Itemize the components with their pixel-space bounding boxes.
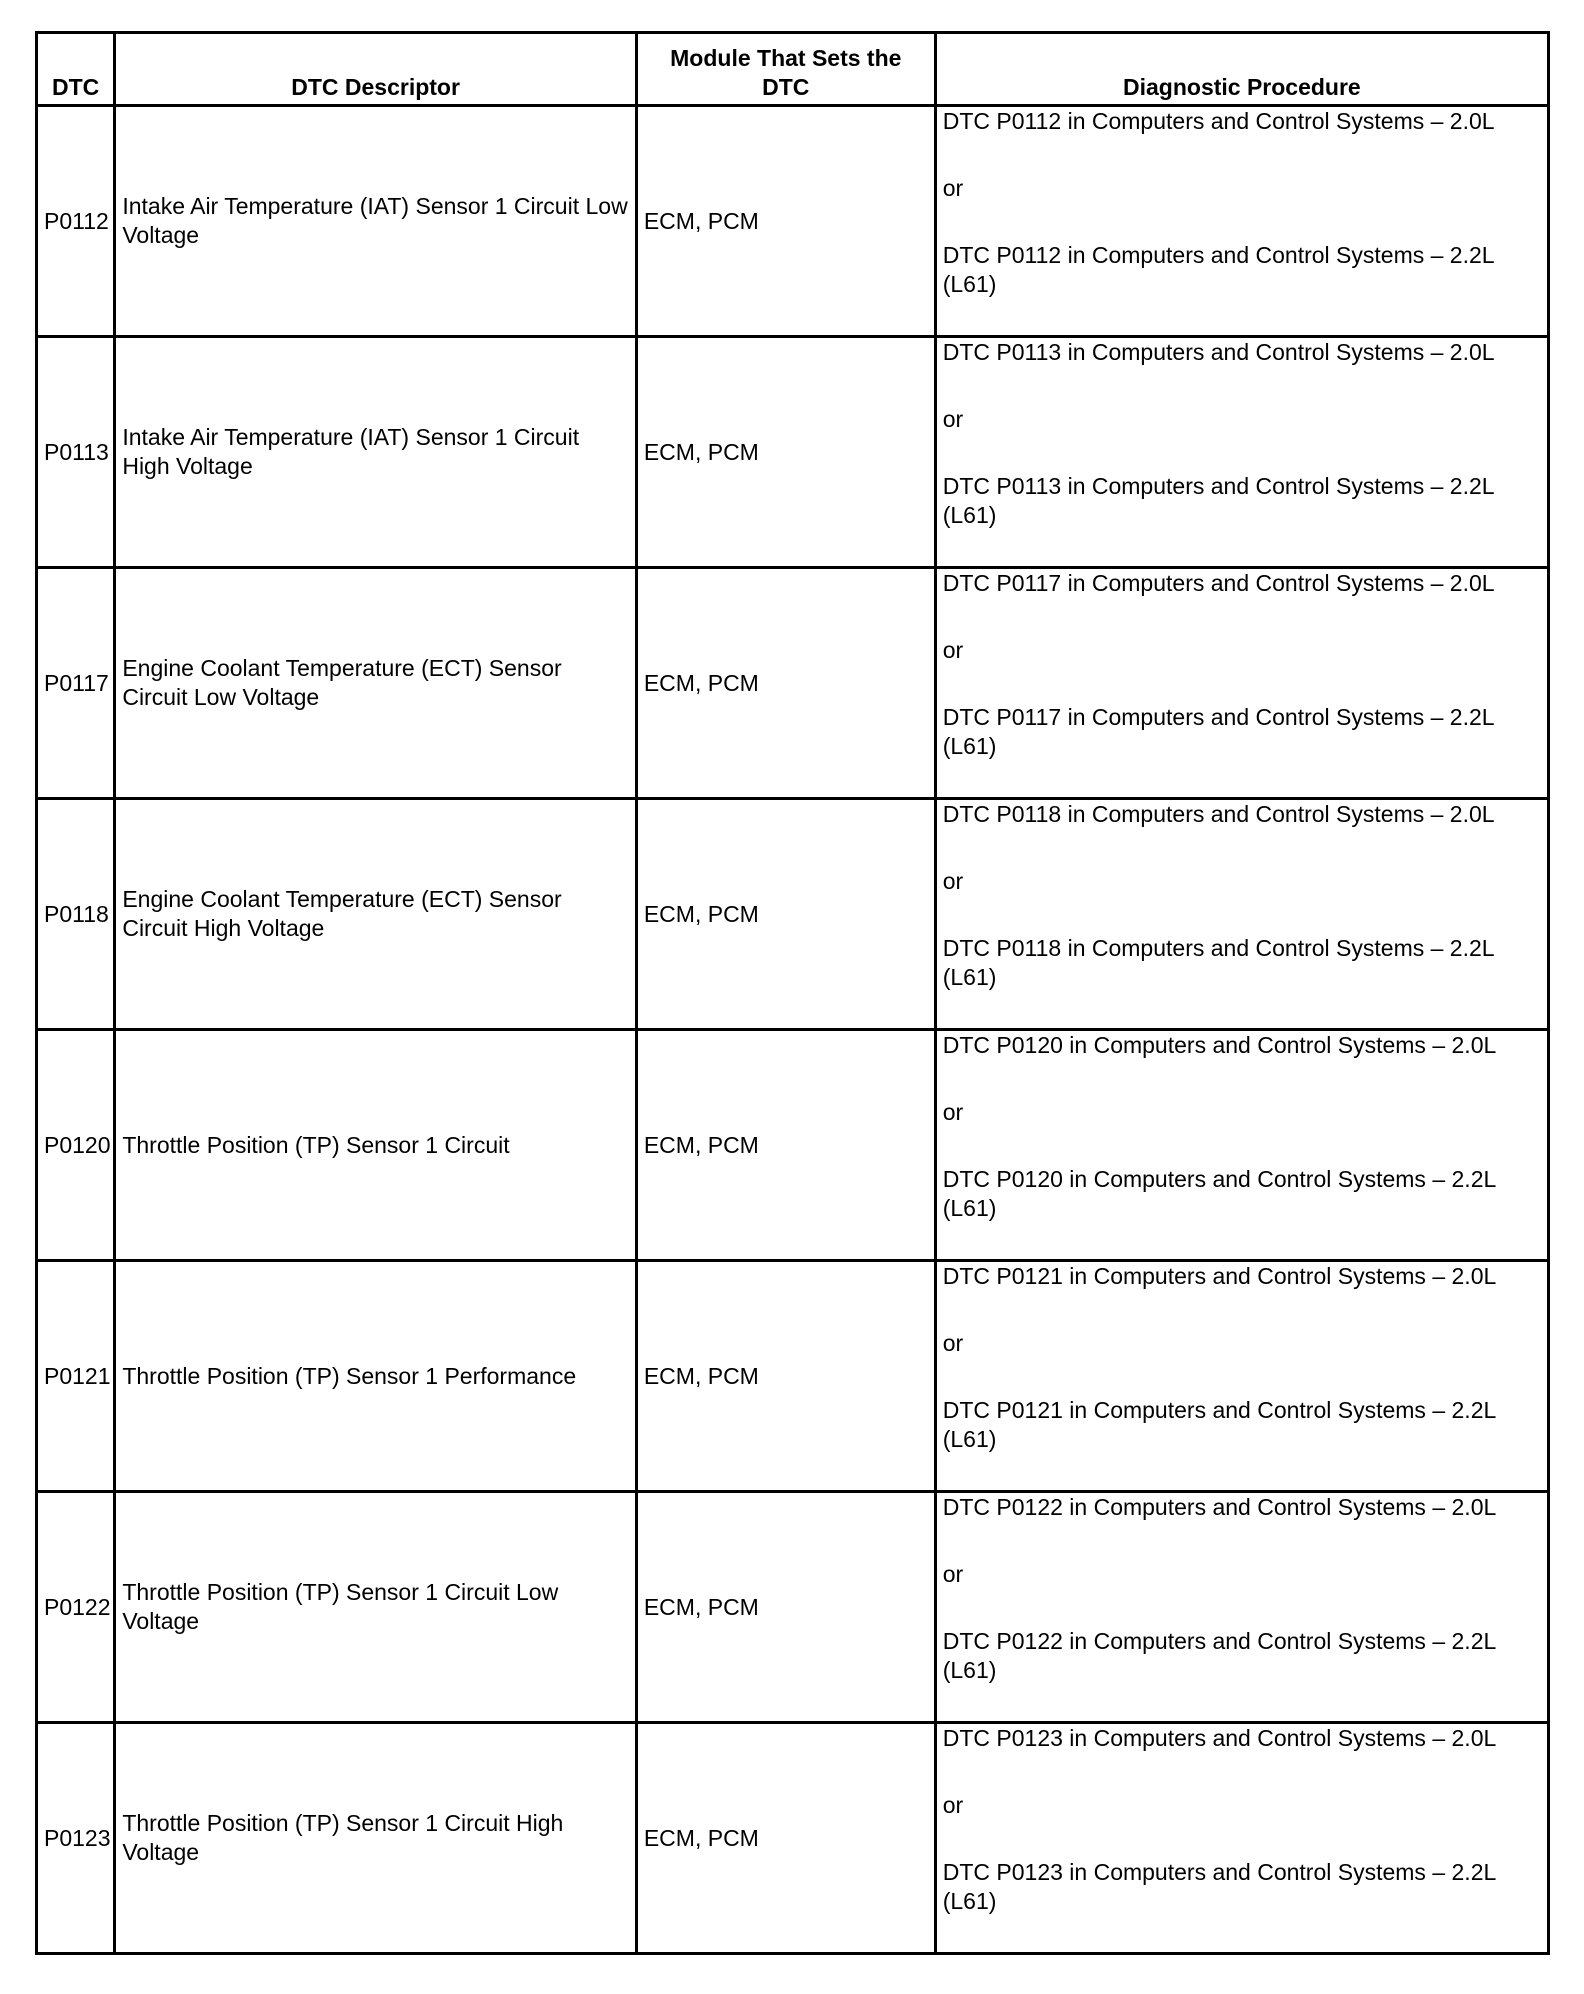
procedure-link-2-2l[interactable]: DTC P0118 in Computers and Control Systems – 2.2L (L61) xyxy=(942,935,1494,990)
procedure-or: or xyxy=(942,868,964,894)
setting-module: ECM, PCM xyxy=(636,106,935,337)
dtc-code: P0121 xyxy=(37,1261,115,1492)
table-row xyxy=(37,1723,1549,1954)
procedure-link-2-0l[interactable]: DTC P0123 in Computers and Control Systems – 2.0L xyxy=(942,1725,1497,1751)
spacer xyxy=(943,203,1541,241)
dtc-descriptor: Engine Coolant Temperature (ECT) Sensor Circuit High Voltage xyxy=(115,799,637,1030)
spacer xyxy=(943,1753,1541,1791)
spacer xyxy=(943,1127,1541,1165)
setting-module: ECM, PCM xyxy=(636,1492,935,1723)
spacer xyxy=(943,1291,1541,1329)
dtc-descriptor: Intake Air Temperature (IAT) Sensor 1 Circuit High Voltage xyxy=(115,337,637,568)
procedure-link-2-0l[interactable]: DTC P0121 in Computers and Control Systems – 2.0L xyxy=(942,1263,1497,1289)
procedure-link-2-2l[interactable]: DTC P0123 in Computers and Control Systems – 2.2L (L61) xyxy=(942,1859,1496,1914)
spacer xyxy=(943,1589,1541,1627)
spacer xyxy=(943,598,1541,636)
procedure-link-2-0l[interactable]: DTC P0120 in Computers and Control Systems – 2.0L xyxy=(942,1032,1497,1058)
setting-module: ECM, PCM xyxy=(636,568,935,799)
dtc-code: P0113 xyxy=(37,337,115,568)
spacer xyxy=(943,1060,1541,1098)
table-row xyxy=(37,106,1549,337)
diagnostic-procedure xyxy=(935,337,1548,568)
procedure-or: or xyxy=(942,637,964,663)
procedure-link-2-2l[interactable]: DTC P0112 in Computers and Control Systems – 2.2L (L61) xyxy=(942,242,1494,297)
table-body xyxy=(37,106,1549,1954)
spacer xyxy=(943,829,1541,867)
procedure-or: or xyxy=(942,1099,964,1125)
diagnostic-procedure xyxy=(935,1723,1548,1954)
diagnostic-procedure xyxy=(935,1492,1548,1723)
diagnostic-procedure xyxy=(935,1261,1548,1492)
dtc-descriptor: Throttle Position (TP) Sensor 1 Performance xyxy=(115,1261,637,1492)
procedure-link-2-2l[interactable]: DTC P0122 in Computers and Control Systems – 2.2L (L61) xyxy=(942,1628,1496,1683)
setting-module: ECM, PCM xyxy=(636,1030,935,1261)
diagnostic-procedure xyxy=(935,568,1548,799)
table-row xyxy=(37,1492,1549,1723)
procedure-or: or xyxy=(942,1561,964,1587)
spacer xyxy=(943,1522,1541,1560)
procedure-link-2-0l[interactable]: DTC P0122 in Computers and Control Systems – 2.0L xyxy=(942,1494,1497,1520)
header-dtc: DTC xyxy=(37,33,115,106)
table-row xyxy=(37,1030,1549,1261)
table-header xyxy=(37,33,1549,106)
dtc-descriptor: Throttle Position (TP) Sensor 1 Circuit High Voltage xyxy=(115,1723,637,1954)
spacer xyxy=(943,136,1541,174)
dtc-code: P0117 xyxy=(37,568,115,799)
procedure-or: or xyxy=(942,1330,964,1356)
dtc-code: P0122 xyxy=(37,1492,115,1723)
header-descriptor: DTC Descriptor xyxy=(115,33,637,106)
table-row xyxy=(37,799,1549,1030)
header-module: Module That Sets the DTC xyxy=(636,33,935,106)
spacer xyxy=(943,665,1541,703)
header-procedure: Diagnostic Procedure xyxy=(935,33,1548,106)
procedure-link-2-2l[interactable]: DTC P0113 in Computers and Control Systems – 2.2L (L61) xyxy=(942,473,1494,528)
procedure-link-2-2l[interactable]: DTC P0120 in Computers and Control Systems – 2.2L (L61) xyxy=(942,1166,1496,1221)
dtc-descriptor: Engine Coolant Temperature (ECT) Sensor Circuit Low Voltage xyxy=(115,568,637,799)
diagnostic-procedure xyxy=(935,799,1548,1030)
dtc-code: P0120 xyxy=(37,1030,115,1261)
diagnostic-procedure xyxy=(935,106,1548,337)
procedure-link-2-2l[interactable]: DTC P0117 in Computers and Control Systems – 2.2L (L61) xyxy=(942,704,1494,759)
procedure-link-2-2l[interactable]: DTC P0121 in Computers and Control Systems – 2.2L (L61) xyxy=(942,1397,1496,1452)
procedure-link-2-0l[interactable]: DTC P0113 in Computers and Control Systems – 2.0L xyxy=(942,339,1495,365)
procedure-or: or xyxy=(942,406,964,432)
spacer xyxy=(943,1358,1541,1396)
dtc-table xyxy=(35,31,1550,1955)
dtc-descriptor: Throttle Position (TP) Sensor 1 Circuit Low Voltage xyxy=(115,1492,637,1723)
procedure-link-2-0l[interactable]: DTC P0118 in Computers and Control Systems – 2.0L xyxy=(942,801,1495,827)
table-row xyxy=(37,337,1549,568)
table-row xyxy=(37,1261,1549,1492)
setting-module: ECM, PCM xyxy=(636,1723,935,1954)
procedure-link-2-0l[interactable]: DTC P0117 in Computers and Control Systems – 2.0L xyxy=(942,570,1495,596)
setting-module: ECM, PCM xyxy=(636,337,935,568)
dtc-descriptor: Throttle Position (TP) Sensor 1 Circuit xyxy=(115,1030,637,1261)
procedure-or: or xyxy=(942,1792,964,1818)
setting-module: ECM, PCM xyxy=(636,1261,935,1492)
spacer xyxy=(943,434,1541,472)
dtc-code: P0112 xyxy=(37,106,115,337)
dtc-code: P0118 xyxy=(37,799,115,1030)
table-row xyxy=(37,568,1549,799)
diagnostic-procedure xyxy=(935,1030,1548,1261)
spacer xyxy=(943,896,1541,934)
dtc-descriptor: Intake Air Temperature (IAT) Sensor 1 Circuit Low Voltage xyxy=(115,106,637,337)
spacer xyxy=(943,367,1541,405)
spacer xyxy=(943,1820,1541,1858)
procedure-or: or xyxy=(942,175,964,201)
procedure-link-2-0l[interactable]: DTC P0112 in Computers and Control Systems – 2.0L xyxy=(942,108,1495,134)
dtc-code: P0123 xyxy=(37,1723,115,1954)
header-row xyxy=(37,33,1549,106)
setting-module: ECM, PCM xyxy=(636,799,935,1030)
